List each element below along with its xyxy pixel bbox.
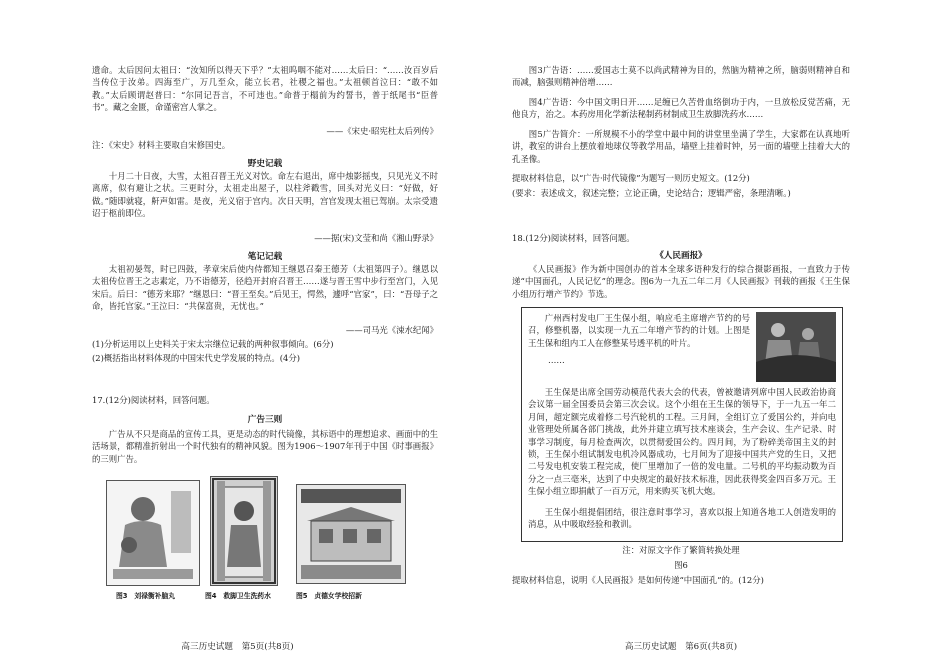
box-paragraph-1: 广州西村发电厂王生保小组，响应毛主席增产节约的号召，修整机器，以实现一九五二年增产节约的计划。上图是王生保和组内工人在修整某号透平机的叶片。 [528, 313, 750, 348]
ad4-text: 图4广告语：今中国文明日开……足缠已久苦骨血络倒功于内，一旦放松反觉苦痛，无他良方，治之。本药房用化学新法秘制药材制成卫生放脚洗药水…… [512, 97, 850, 120]
box-paragraph-2: 王生保是出席全国劳动模范代表大会的代表，曾被邀请列席中国人民政治协商会议第一届全国委员会第三次会议。这个小组在王生保的领导下，于一九五一年二月间，超定额完成着修二号汽轮机的工程。三月间，全组订立了爱国公约，并向电业管理处所属各部门挑战，此外并建立填写技术座谈会，生产会议、生产记录、时事学习制度，每月检查两次，以贯彻爱国公约。四月间，为了粉碎美帝国主义的封锁，王生保小组试制发电机冷风器成功，七月间为了迎接中国共产党的生日，又把二号发电机安装工程完成，使厂里增加了一倍的发电量。二号机的平均振动数为百分之一点三毫米，达到了中央规定的最好技术标准，因此获得奖金四百多万元。王生保小组立即捐献了一百万元，用来购买飞机大炮。 [528, 387, 836, 497]
task-17: 提取材料信息，以“广告·时代镜像”为题写一则历史短文。(12分) [512, 173, 750, 183]
box-ellipsis: …… [548, 355, 565, 365]
heading-rmhb: 《人民画报》 [655, 251, 707, 261]
figure-3-caption: 图3 刘禄衡补脑丸 [116, 592, 176, 600]
requirement-17: (要求：表述成文，叙述完整；立论正确，史论结合；逻辑严密，条理清晰。) [512, 188, 791, 198]
task-18: 提取材料信息，说明《人民画报》是如何传递“中国面孔”的。(12分) [512, 575, 764, 585]
question-17-head: 17.(12分)阅读材料，回答问题。 [92, 395, 215, 405]
figure-5-caption: 图5 贞德女学校招新 [296, 592, 362, 600]
ad5-text: 图5广告简介：一所规模不小的学堂中最中间的讲堂里坐满了学生，大家都在认真地听讲，教室的讲台上摆放着地球仪等教学用品，墙壁上挂着时钟，另一面的墙壁上挂着大大的孔圣像。 [512, 129, 850, 164]
page-footer-right: 高三历史试题 第6页(共8页) [624, 642, 738, 652]
question-16-1: (1)分析运用以上史料关于宋太宗继位记载的两种叙事倾向。(6分) [92, 339, 334, 349]
figure-4-caption: 图4 救脚卫生洗药水 [205, 592, 271, 600]
figure-6-box [521, 307, 843, 542]
yeshi-source: ——据(宋)文莹和尚《湘山野录》 [314, 233, 438, 243]
figure-3-image [106, 480, 200, 586]
page-footer-left: 高三历史试题 第5页(共8页) [181, 642, 294, 652]
figure-4-image [210, 476, 278, 586]
ads-paragraph: 广告从不只是商品的宣传工具，更是动态的时代镜像，其标语中的理想追求、画面中的生活场景，都精准折射出一个时代独有的精神风貌。图为1906～1907年刊于中国《时事画报》的三则广告。 [92, 429, 438, 464]
ad3-text: 图3广告语：……爱国志士莫不以尚武精神为目的，然脑为精神之所，脑弱则精神自和而减，脑强则精神倍增…… [512, 65, 850, 88]
right-page [475, 0, 950, 667]
figure-6-note: 注：对原文字作了繁简转换处理 [622, 545, 740, 555]
song-shi-source: ——《宋史·昭宪杜太后列传》 [326, 126, 438, 136]
question-16-2: (2)概括指出材料体现的中国宋代史学发展的特点。(4分) [92, 353, 300, 363]
workers-photo [756, 312, 836, 382]
biji-source: ——司马光《涑水纪闻》 [345, 325, 438, 335]
yeshi-paragraph: 十月二十日夜，大雪，太祖召晋王光义对饮。命左右退出，席中烛影摇曳，只见光义不时离席，似有避让之状。三更时分，太祖走出屋子，以柱斧戳雪，回头对光义曰：“好做，好做。”随即就寝，鼾声如雷。是夜，光义宿于宫内。次日天明，宫官发现太祖已驾崩。太宗受遗诏于柩前即位。 [92, 171, 438, 219]
heading-yeshi: 野史记载 [247, 159, 283, 169]
box-paragraph-3: 王生保小组提倡团结，很注意时事学习，喜欢以报上知道各地工人创造发明的消息，从中吸取经验和教训。 [528, 507, 836, 530]
figure-6-label: 图6 [674, 560, 688, 570]
rmhb-intro: 《人民画报》作为新中国创办的首本全球多语种发行的综合摄影画报，一直致力于传递“中国面孔，人民记忆”的理念。图6为一九五二年二月《人民画报》刊载的画报《王生保小组历行增产节约》节选。 [512, 264, 850, 299]
song-shi-note: 注：《宋史》材料主要取自宋修国史。 [92, 140, 231, 150]
heading-ads: 广告三则 [247, 415, 283, 425]
figure-5-image [296, 484, 406, 584]
question-18-head: 18.(12分)阅读材料，回答问题。 [512, 233, 635, 243]
biji-paragraph: 太祖初晏驾，时已四鼓，孝章宋后使内侍都知王继恩召秦王德芳（太祖第四子）。继恩以太祖传位晋王之志素定，乃不诣德芳，径趋开封府召晋王……遂与晋王雪中步行至宫门，入见宋后。后曰：“德芳来耶？”继恩曰：“晋王至矣。”后见王，愕然，遽呼“官家”，曰：“吾母子之命，皆托官家。”王泣曰：“共保富贵，无忧也。” [92, 264, 438, 312]
song-shi-excerpt: 遗命。太后因问太祖曰：“汝知所以得天下乎？”太祖呜咽不能对……太后曰：“……汝百岁后当传位于汝弟。四海至广，万几至众，能立长君，社稷之福也。”太祖顿首泣曰：“敢不如教。”太后顾谓赵普曰：“尔同记吾言，不可违也。”命普于榻前为约誓书，普于纸尾书“臣普书”。藏之金匮，命谨密宫人掌之。 [92, 65, 438, 113]
heading-biji: 笔记记载 [247, 252, 283, 262]
